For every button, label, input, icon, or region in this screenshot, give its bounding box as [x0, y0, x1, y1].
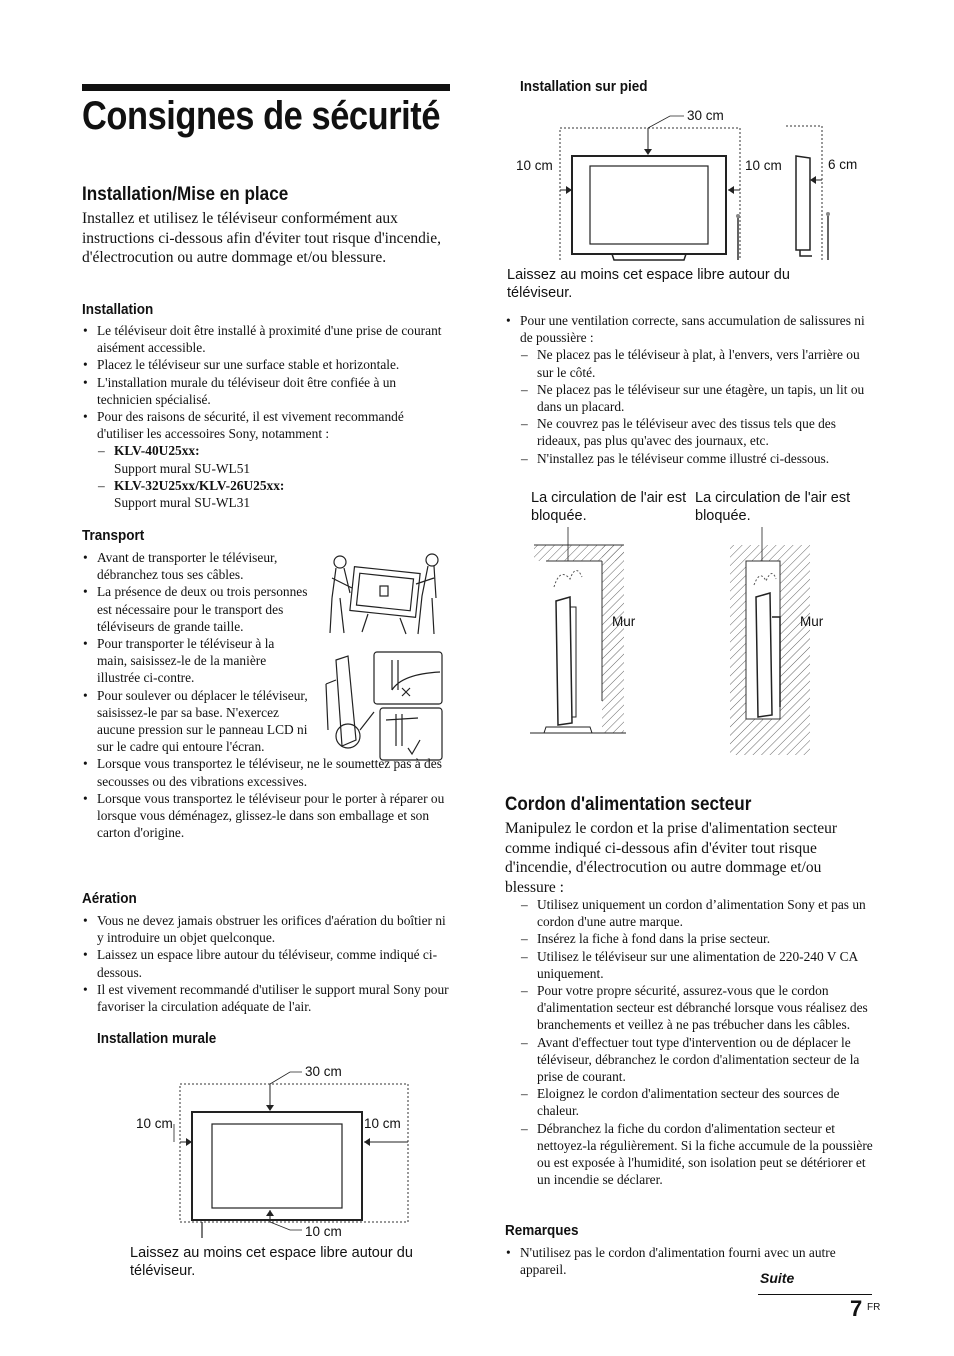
page-number: 7: [850, 1296, 863, 1321]
ventilation-sublist: [520, 346, 875, 466]
list-item: • Le téléviseur doit être installé à proximité d'une prise de courant aisément accessible.: [82, 322, 452, 356]
heading-aeration: Aération: [82, 890, 137, 907]
heading-remarques: Remarques: [505, 1222, 579, 1239]
list-item: • Vous ne devez jamais obstruer les orifices d'aération du boîtier ni y introduire un objet quelconque.: [82, 912, 452, 946]
wall-label-right: Mur: [800, 614, 824, 629]
list-item: • Il est vivement recommandé d'utiliser le support mural Sony pour favoriser la circulation adéquate de l'air.: [82, 981, 452, 1015]
page-title: Consignes de sécurité: [82, 94, 441, 138]
footer-rule: [758, 1294, 872, 1295]
pied-label-back: 6 cm: [828, 157, 858, 172]
list-item: • N'utilisez pas le cordon d'alimentation fourni avec un autre appareil.: [505, 1244, 855, 1278]
pied-label-top: 30 cm: [687, 108, 724, 123]
list-item: – Utilisez le téléviseur sur une alimentation de 220-240 V CA uniquement.: [505, 948, 875, 982]
list-item: • Pour transporter le téléviseur à la main, saisissez-le de la manière illustrée ci-contre.: [82, 635, 307, 687]
models-list: [97, 442, 452, 511]
list-item: • Laissez un espace libre autour du téléviseur, comme indiqué ci-dessous.: [82, 946, 452, 980]
list-item: • Avant de transporter le téléviseur, débranchez tous ses câbles.: [82, 549, 313, 583]
list-item: – Utilisez uniquement un cordon d’alimentation Sony et pas un cordon d'une autre marque.: [505, 896, 875, 930]
murale-label-left: 10 cm: [136, 1116, 173, 1131]
suite-label: Suite: [760, 1270, 795, 1286]
list-item: [82, 408, 452, 511]
pied-caption: Laissez au moins cet espace libre autour du téléviseur.: [507, 267, 790, 301]
page-lang: FR: [867, 1302, 881, 1313]
list-item: • La présence de deux ou trois personnes est nécessaire pour le transport des téléviseurs de grande taille.: [82, 583, 313, 635]
list-item: – Avant d'effectuer tout type d'intervention ou de déplacer le téléviseur, débranchez le cordon d'alimentation secteur de la prise de courant.: [505, 1034, 875, 1086]
intro-installation-mise: Installez et utilisez le téléviseur conformément aux instructions ci-dessous afin d'éviter tout risque d'incendie, d'électrocution ou autre dommage et/ou blessure.: [82, 210, 441, 266]
airflow-left-label: La circulation de l'air est bloquée.: [531, 490, 687, 524]
model-support: Support mural SU-WL31: [114, 495, 251, 511]
murale-caption: Laissez au moins cet espace libre autour du téléviseur.: [130, 1245, 413, 1279]
stand-diagram: [514, 104, 884, 264]
list-item: • Pour soulever ou déplacer le téléviseur, saisissez-le par sa base. N'exercez aucune pression sur le panneau LCD ni sur le cadre qui entoure l'écran.: [82, 687, 313, 756]
heading-installation-pied: Installation sur pied: [520, 78, 648, 95]
list-item: – Pour votre propre sécurité, assurez-vous que le cordon d'alimentation secteur est débranché lorsque vous réalisez des branchements et veillez à ne pas trébucher dans les câbles.: [505, 982, 875, 1034]
airflow-blocked-shelf-diagram: [530, 527, 630, 737]
wall-mount-diagram: [130, 1062, 430, 1242]
wall-label-left: Mur: [612, 614, 636, 629]
cordon-list: [505, 896, 875, 1188]
pied-label-right: 10 cm: [745, 158, 782, 173]
model-name: KLV-32U25xx/KLV-26U25xx:: [114, 477, 285, 493]
heading-cordon: Cordon d'alimentation secteur: [505, 794, 752, 815]
model-item: [97, 477, 452, 511]
list-item: • Lorsque vous transportez le téléviseur, ne le soumettez pas à des secousses ou des vibrations excessives.: [82, 755, 452, 789]
murale-label-right: 10 cm: [364, 1116, 401, 1131]
hold-tv-illustration: [322, 650, 446, 762]
list-item: • Placez le téléviseur sur une surface stable et horizontale.: [82, 356, 452, 373]
list-item: – Ne placez pas le téléviseur sur une étagère, un tapis, un lit ou dans un placard.: [520, 381, 875, 415]
title-rule: [82, 84, 450, 91]
heading-installation-mise: Installation/Mise en place: [82, 184, 289, 205]
ventilation-lead: Pour une ventilation correcte, sans accumulation de salissures ni de poussière :: [520, 313, 865, 346]
list-item: [505, 312, 875, 467]
airflow-blocked-wall-diagram: [726, 527, 826, 757]
list-item: – Eloignez le cordon d'alimentation secteur des sources de chaleur.: [505, 1085, 875, 1119]
model-item: [97, 442, 452, 476]
heading-installation-murale: Installation murale: [97, 1030, 217, 1047]
list-item-text: Pour des raisons de sécurité, il est vivement recommandé d'utiliser les accessoires Sony, notamment :: [97, 409, 404, 442]
list-item: – Ne couvrez pas le téléviseur avec des tissus tels que des rideaux, pas plus qu'avec des journaux, etc.: [520, 415, 875, 449]
aeration-list: [82, 912, 452, 1015]
remarques-list: [505, 1244, 855, 1278]
model-support: Support mural SU-WL51: [114, 460, 251, 476]
installation-list: [82, 322, 452, 511]
intro-cordon: Manipulez le cordon et la prise d'alimentation secteur comme indiqué ci-dessous afin d'éviter tout risque d'incendie, d'électrocution ou autre dommage et/ou blessure :: [505, 820, 838, 896]
list-item: • Lorsque vous transportez le téléviseur pour le porter à réparer ou lorsque vous déménagez, glissez-le dans son emballage et son carton d'origine.: [82, 790, 452, 842]
heading-installation: Installation: [82, 301, 154, 318]
ventilation-list: [505, 312, 875, 467]
pied-label-left: 10 cm: [516, 158, 553, 173]
list-item: – Ne placez pas le téléviseur à plat, à l'envers, vers l'arrière ou sur le côté.: [520, 346, 875, 380]
airflow-right-label: La circulation de l'air est bloquée.: [695, 490, 851, 524]
heading-transport: Transport: [82, 527, 145, 544]
list-item: – Débranchez la fiche du cordon d'alimentation secteur et nettoyez-la régulièrement. Si la fiche accumule de la poussière ou est exposée à l'humidité, son isolation peut se détériorer et un incendie se déclarer.: [505, 1120, 875, 1189]
list-item: • L'installation murale du téléviseur doit être confiée à un technicien spécialisé.: [82, 374, 452, 408]
model-name: KLV-40U25xx:: [114, 443, 200, 459]
murale-label-top: 30 cm: [305, 1064, 342, 1079]
list-item: – N'installez pas le téléviseur comme illustré ci-dessous.: [520, 450, 875, 467]
murale-label-bottom: 10 cm: [305, 1224, 342, 1239]
carry-tv-illustration: [322, 548, 444, 638]
list-item: – Insérez la fiche à fond dans la prise secteur.: [505, 930, 875, 947]
